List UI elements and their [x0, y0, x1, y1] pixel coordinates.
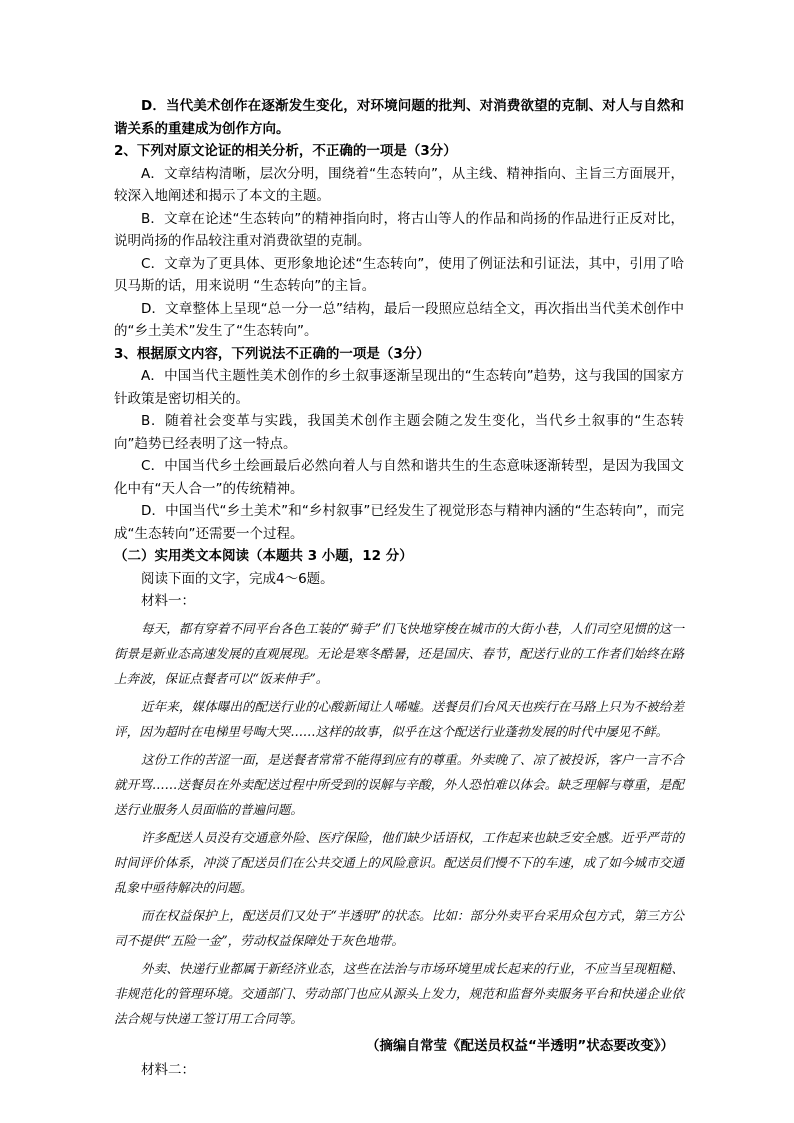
q2-option-b: B．文章在论述“生态转向”的精神指向时，将古山等人的作品和尚扬的作品进行正反对比，说明尚扬的作品较注重对消费欲望的克制。	[114, 210, 684, 249]
q2-option-d: D．文章整体上呈现“总一分一总”结构，最后一段照应总结全文，再次指出当代美术创作中的“乡土美术”发生了“生态转向”。	[114, 300, 684, 339]
material1-label: 材料一：	[141, 593, 195, 609]
material1-paragraph: 而在权益保护上，配送员们又处于“半透明”的状态。比如：部分外卖平台采用众包方式，第三方公司不提供“五险一金”，劳动权益保障处于灰色地带。	[114, 907, 684, 948]
material2-label: 材料二：	[141, 1061, 195, 1078]
q2-option-a: A．文章结构清晰，层次分明，围绕着“生态转向”，从主线、精神指向、主旨三方面展开，较深入地阐述和揭示了本文的主题。	[114, 165, 684, 204]
q2-option-c: C．文章为了更具体、更形象地论述“生态转向”，使用了例证法和引证法，其中，引用了哈贝马斯的话，用来说明 “生态转向”的主旨。	[114, 255, 684, 294]
q3-option-d: D．中国当代“乡土美术”和“乡村叙事”已经发生了视觉形态与精神内涵的“生态转向”，而完成“生态转向”还需要一个过程。	[114, 503, 684, 542]
q3-option-a: A．中国当代主题性美术创作的乡土叙事逐渐呈现出的“生态转向”趋势，这与我国的国家方针政策是密切相关的。	[114, 368, 684, 407]
section2-instruction: 阅读下面的文字，完成4～6题。	[141, 570, 334, 587]
material1-paragraph: 近年来，媒体曝出的配送行业的心酸新闻让人唏嘘。送餐员们台风天也疾行在马路上只为不被给差评，因为超时在电梯里号啕大哭……这样的故事，似乎在这个配送行业蓬勃发展的时代中屡见不鲜。	[114, 698, 684, 739]
material1-paragraph: 外卖、快递行业都属于新经济业态，这些在法治与市场环境里成长起来的行业，不应当呈现粗糙、非规范化的管理环境。交通部门、劳动部门也应从源头上发力，规范和监督外卖服务平台和快递企业依法合规与快递工签订用工合同等。	[114, 960, 684, 1026]
q1-option-d: D．当代美术创作在逐渐发生变化，对环境问题的批判、对消费欲望的克制、对人与自然和谐关系的重建成为创作方向。	[114, 98, 684, 137]
section2-heading: （二）实用类文本阅读（本题共 3 小题，12 分）	[114, 548, 413, 564]
q3-stem: 3、根据原文内容，下列说法不正确的一项是（3分）	[114, 345, 430, 362]
material1-paragraph: 这份工作的苦涩一面，是送餐者常常不能得到应有的尊重。外卖晚了、凉了被投诉，客户一言不合就开骂……送餐员在外卖配送过程中所受到的误解与辛酸，外人恐怕难以体会。缺乏理解与尊重，是配送行业服务人员面临的普遍问题。	[114, 751, 684, 817]
page-content	[114, 95, 684, 1081]
material1-source: （摘编自常莹《配送员权益“半透明”状态要改变》）	[366, 1037, 674, 1054]
q3-option-c: C．中国当代乡土绘画最后必然向着人与自然和谐共生的生态意味逐渐转型，是因为我国文化中有“天人合一”的传统精神。	[114, 458, 684, 497]
q3-option-b: B．随着社会变革与实践，我国美术创作主题会随之发生变化，当代乡土叙事的“生态转向”趋势已经表明了这一特点。	[114, 413, 684, 452]
q2-stem: 2、下列对原文论证的相关分析，不正确的一项是（3分）	[114, 143, 457, 159]
material1-paragraph: 每天，都有穿着不同平台各色工装的“骑手”们飞快地穿梭在城市的大街小巷，人们司空见惯的这一街景是新业态高速发展的直观展现。无论是寒冬酷暑，还是国庆、春节，配送行业的工作者们始终在路上奔波，保证点餐者可以“饭来伸手”。	[114, 620, 684, 686]
material1-paragraph: 许多配送人员没有交通意外险、医疗保险，他们缺少话语权，工作起来也缺乏安全感。近乎严苛的时间评价体系，冲淡了配送员们在公共交通上的风险意识。配送员们慢不下的车速，成了如今城市交通乱象中亟待解决的问题。	[114, 829, 684, 895]
